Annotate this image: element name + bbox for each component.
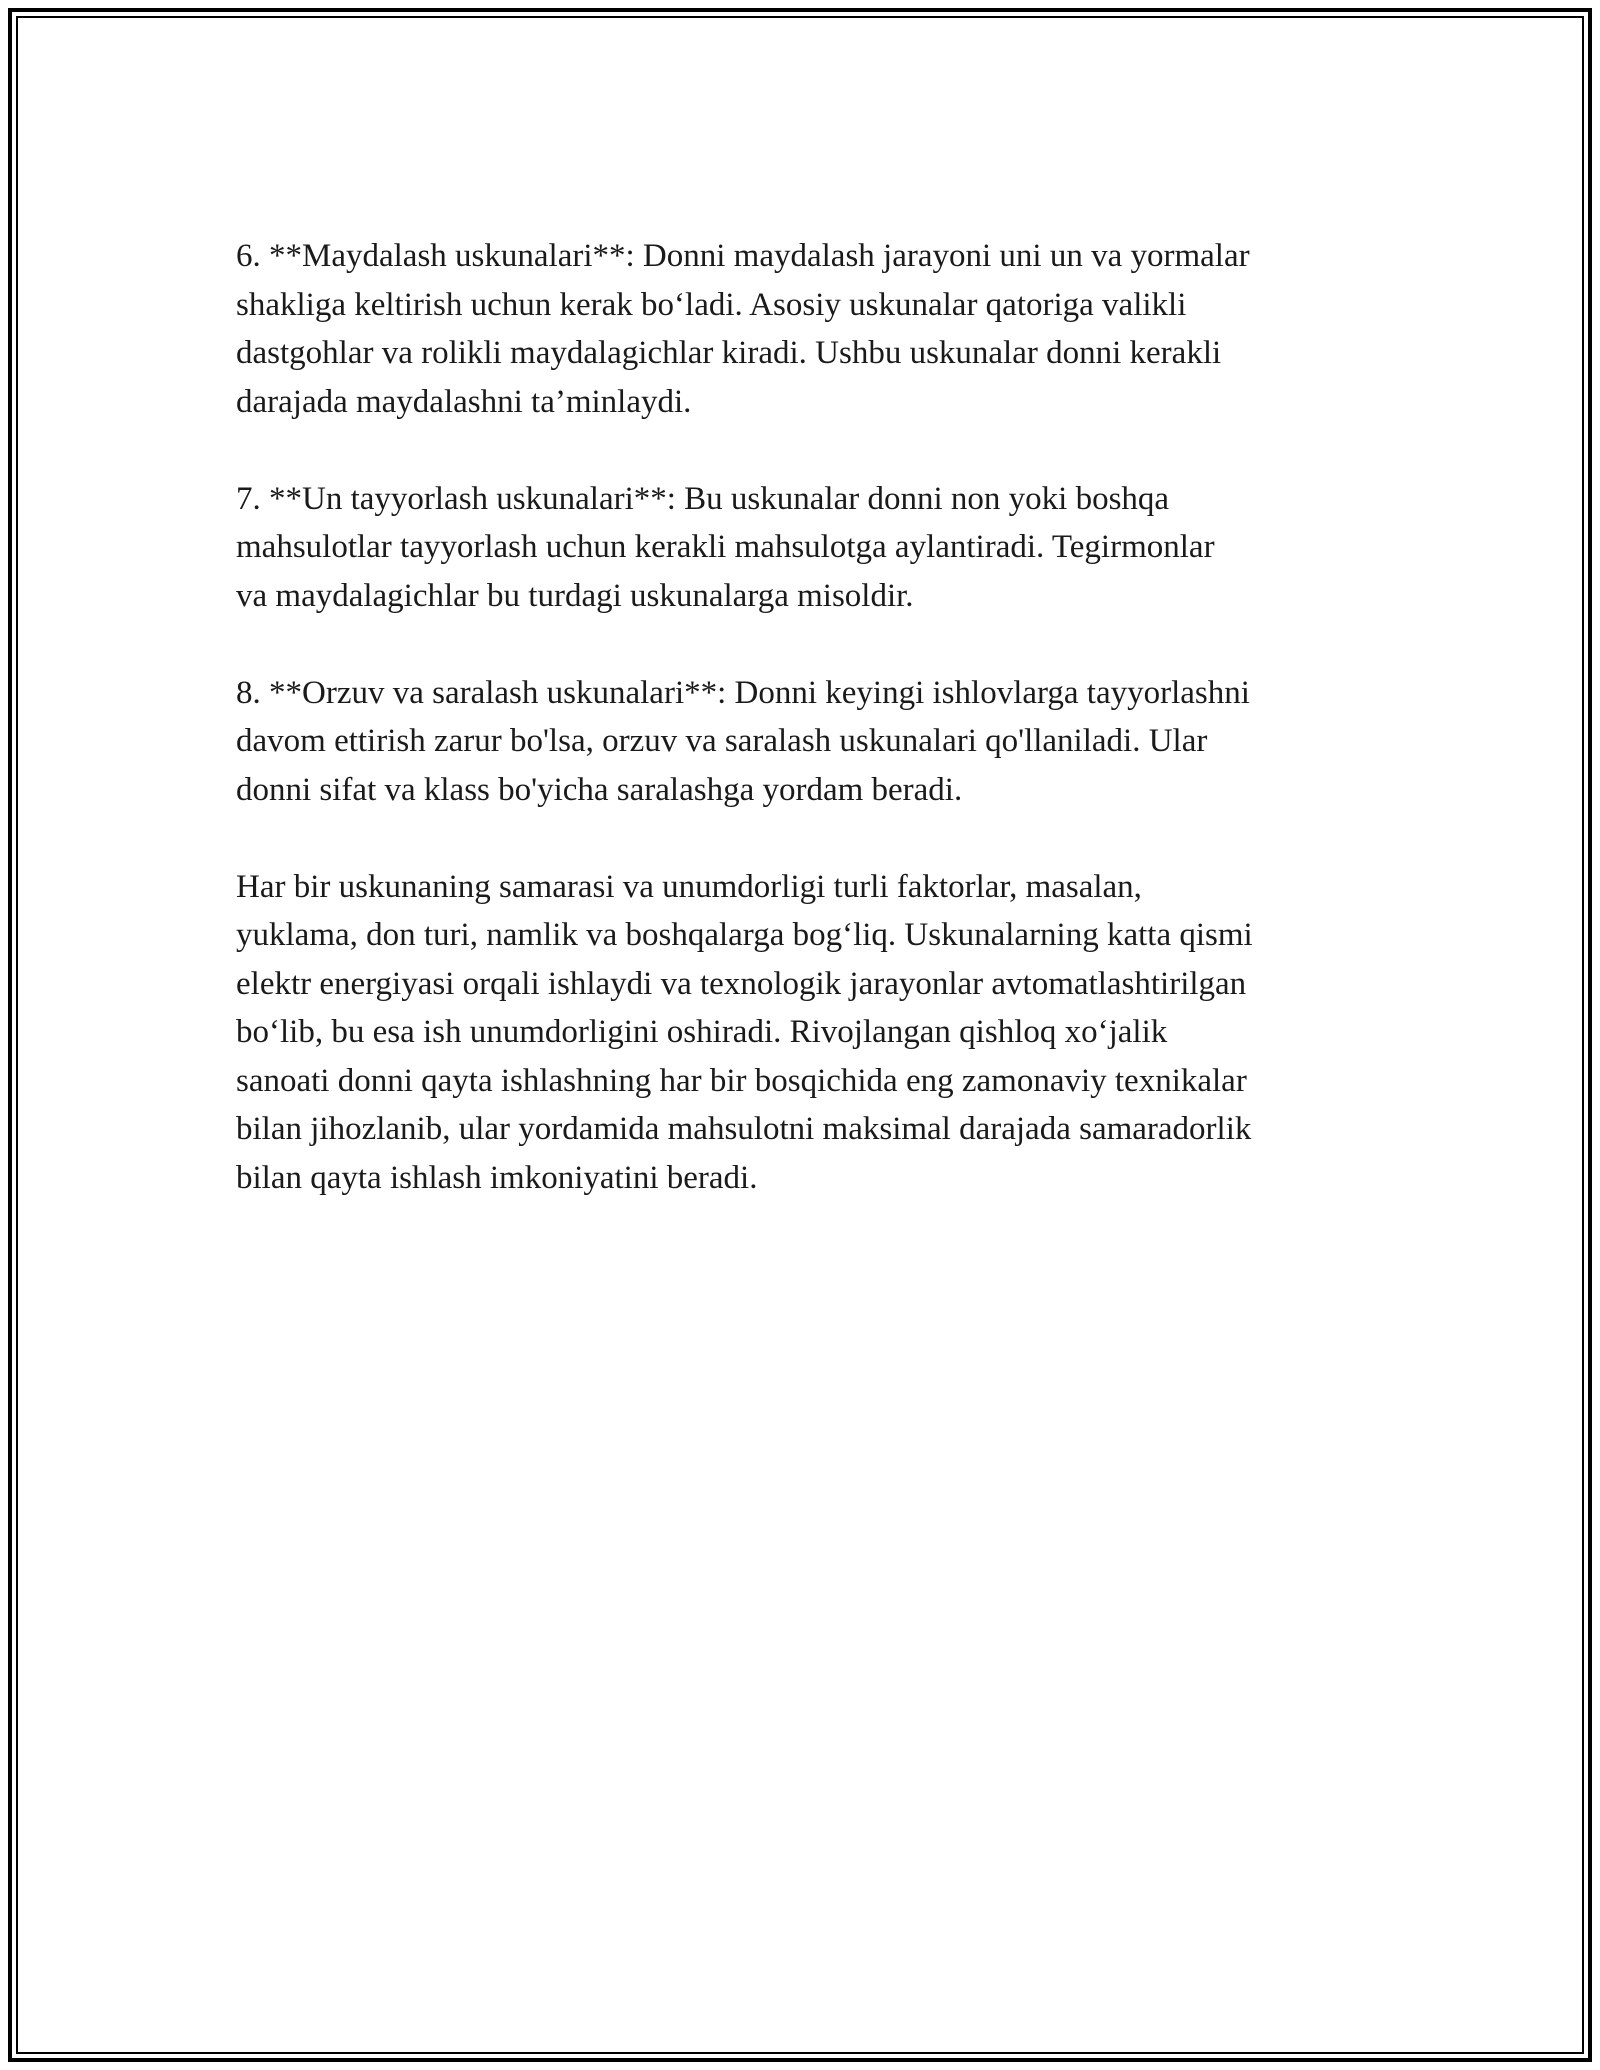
paragraph-orzuv-saralash-uskunalari: 8. **Orzuv va saralash uskunalari**: Donni keyingi ishlovlarga tayyorlashni davom ettirish zarur bo'lsa, orzuv va saralash uskunalari qo'llaniladi. Ular donni sifat va klass bo'yicha saralashga yordam beradi. [236, 674, 1250, 808]
document-body [236, 232, 1376, 1202]
paragraph-un-tayyorlash-uskunalari: 7. **Un tayyorlash uskunalari**: Bu uskunalar donni non yoki boshqa mahsulotlar tayyorlash uchun kerakli mahsulotga aylantiradi. Tegirmonlar va maydalagichlar bu turdagi uskunalarga misoldir. [236, 480, 1215, 614]
paragraph-summary: Har bir uskunaning samarasi va unumdorligi turli faktorlar, masalan, yuklama, don turi, namlik va boshqalarga bog‘liq. Uskunalarning katta qismi elektr energiyasi orqali ishlaydi va texnologik jarayonlar avtomatlashtirilgan bo‘lib, bu esa ish unumdorligini oshiradi. Rivojlangan qishloq xo‘jalik sanoati donni qayta ishlashning har bir bosqichida eng zamonaviy texnikalar bilan jihozlanib, ular yordamida mahsulotni maksimal darajada samaradorlik bilan qayta ishlash imkoniyatini beradi. [236, 868, 1253, 1196]
paragraph-maydalash-uskunalari: 6. **Maydalash uskunalari**: Donni maydalash jarayoni uni un va yormalar shakliga keltirish uchun kerak bo‘ladi. Asosiy uskunalar qatoriga valikli dastgohlar va rolikli maydalagichlar kiradi. Ushbu uskunalar donni kerakli darajada maydalashni ta’minlaydi. [236, 238, 1250, 420]
